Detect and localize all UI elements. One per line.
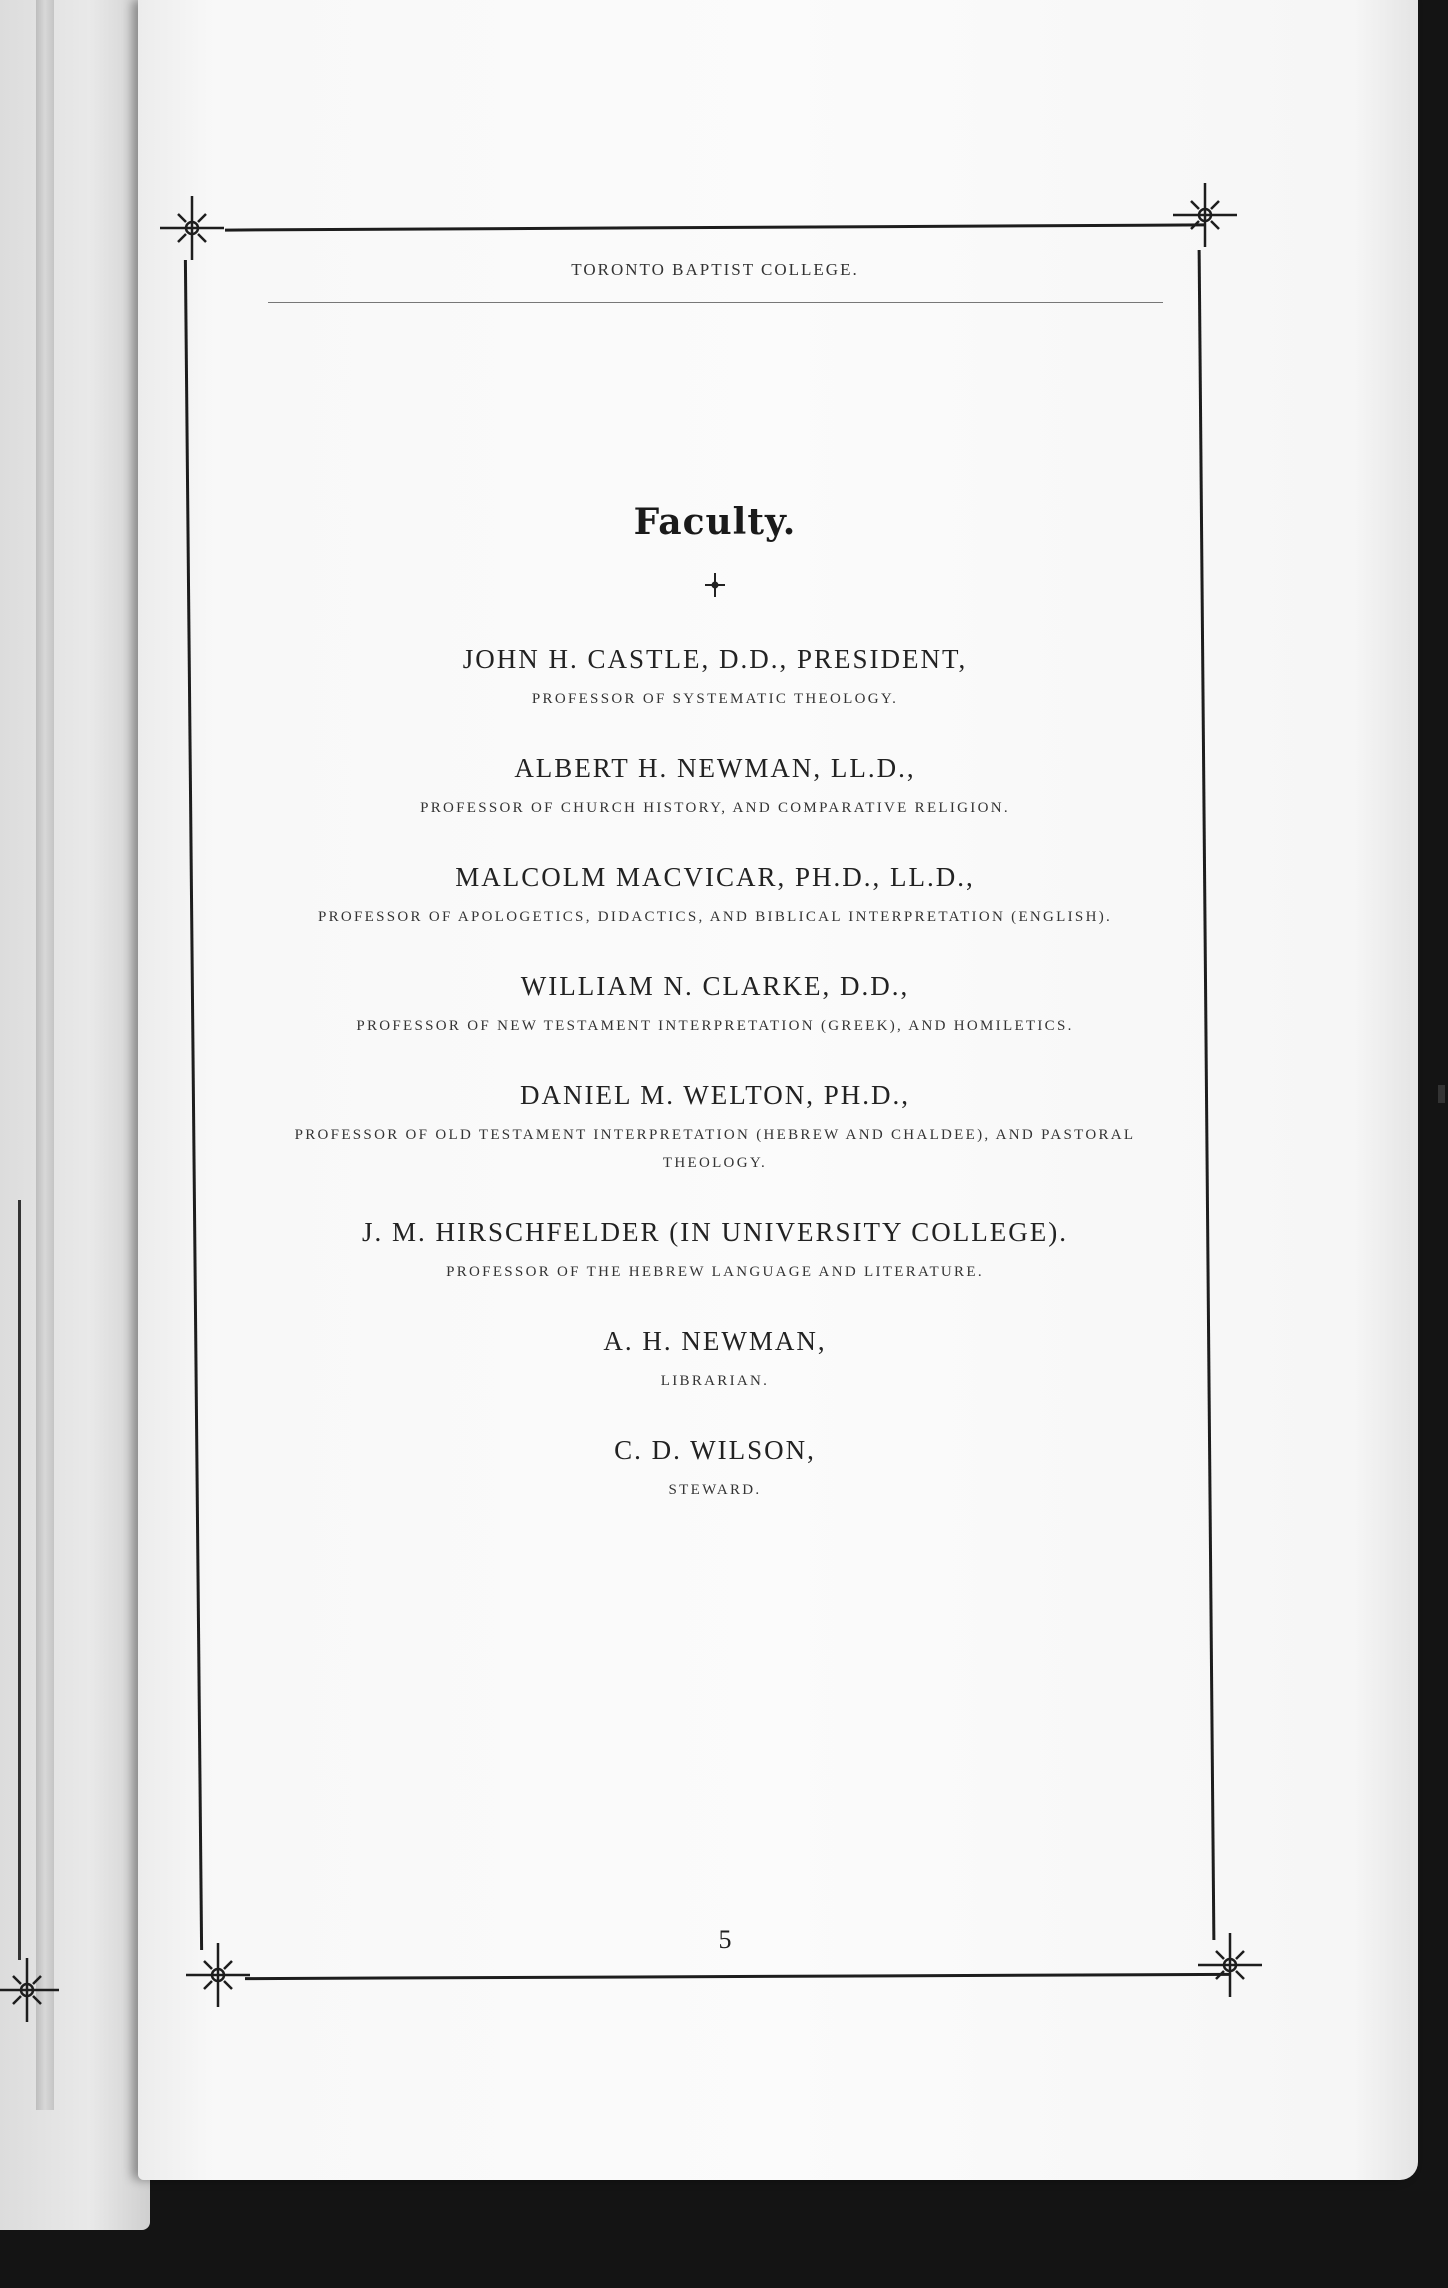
faculty-role: PROFESSOR OF OLD TESTAMENT INTERPRETATION (HEBREW AND CHALDEE), AND PASTORAL THEOLOGY. <box>294 1127 1136 1171</box>
page-content <box>215 250 1215 1504</box>
faculty-name: JOHN H. CASTLE, D.D., PRESIDENT, <box>462 644 968 674</box>
faculty-name: C. D. WILSON, <box>614 1435 816 1465</box>
faculty-role: PROFESSOR OF SYSTEMATIC THEOLOGY. <box>531 691 899 707</box>
previous-page-edge <box>0 0 150 2230</box>
faculty-role: PROFESSOR OF CHURCH HISTORY, AND COMPARATIVE RELIGION. <box>420 800 1010 816</box>
faculty-role: STEWARD. <box>668 1482 762 1498</box>
corner-ornament-icon <box>1170 180 1240 250</box>
faculty-entry <box>215 1217 1215 1286</box>
faculty-role: PROFESSOR OF NEW TESTAMENT INTERPRETATION (GREEK), AND HOMILETICS. <box>356 1018 1074 1034</box>
faculty-name: ALBERT H. NEWMAN, LL.D., <box>514 753 916 783</box>
scan-edge-mark <box>1438 1085 1445 1103</box>
page-fold-shadow <box>36 0 54 2110</box>
previous-page-frame-line <box>18 1200 21 1960</box>
corner-ornament-icon <box>1195 1930 1265 2000</box>
corner-ornament-icon <box>0 1955 62 2025</box>
faculty-name: J. M. HIRSCHFELDER (IN UNIVERSITY COLLEGE). <box>362 1217 1068 1247</box>
header-rule <box>268 302 1163 303</box>
faculty-entry <box>215 753 1215 822</box>
corner-ornament-icon <box>183 1940 253 2010</box>
faculty-entry <box>215 1435 1215 1504</box>
section-title: Faculty. <box>633 501 797 543</box>
faculty-entry <box>215 862 1215 931</box>
faculty-role: PROFESSOR OF APOLOGETICS, DIDACTICS, AND BIBLICAL INTERPRETATION (ENGLISH). <box>317 909 1113 925</box>
faculty-role: LIBRARIAN. <box>660 1373 770 1389</box>
faculty-entry <box>215 971 1215 1040</box>
faculty-name: DANIEL M. WELTON, PH.D., <box>520 1080 910 1110</box>
faculty-name: A. H. NEWMAN, <box>603 1326 827 1356</box>
faculty-name: MALCOLM MACVICAR, PH.D., LL.D., <box>455 862 975 892</box>
faculty-entry <box>215 1080 1215 1177</box>
page-number: 5 <box>718 1925 732 1954</box>
faculty-entry <box>215 644 1215 713</box>
faculty-role: PROFESSOR OF THE HEBREW LANGUAGE AND LITERATURE. <box>446 1264 984 1280</box>
cross-ornament-icon <box>701 571 729 599</box>
running-header: TORONTO BAPTIST COLLEGE. <box>571 260 859 279</box>
faculty-name: WILLIAM N. CLARKE, D.D., <box>520 971 910 1001</box>
faculty-entry <box>215 1326 1215 1395</box>
